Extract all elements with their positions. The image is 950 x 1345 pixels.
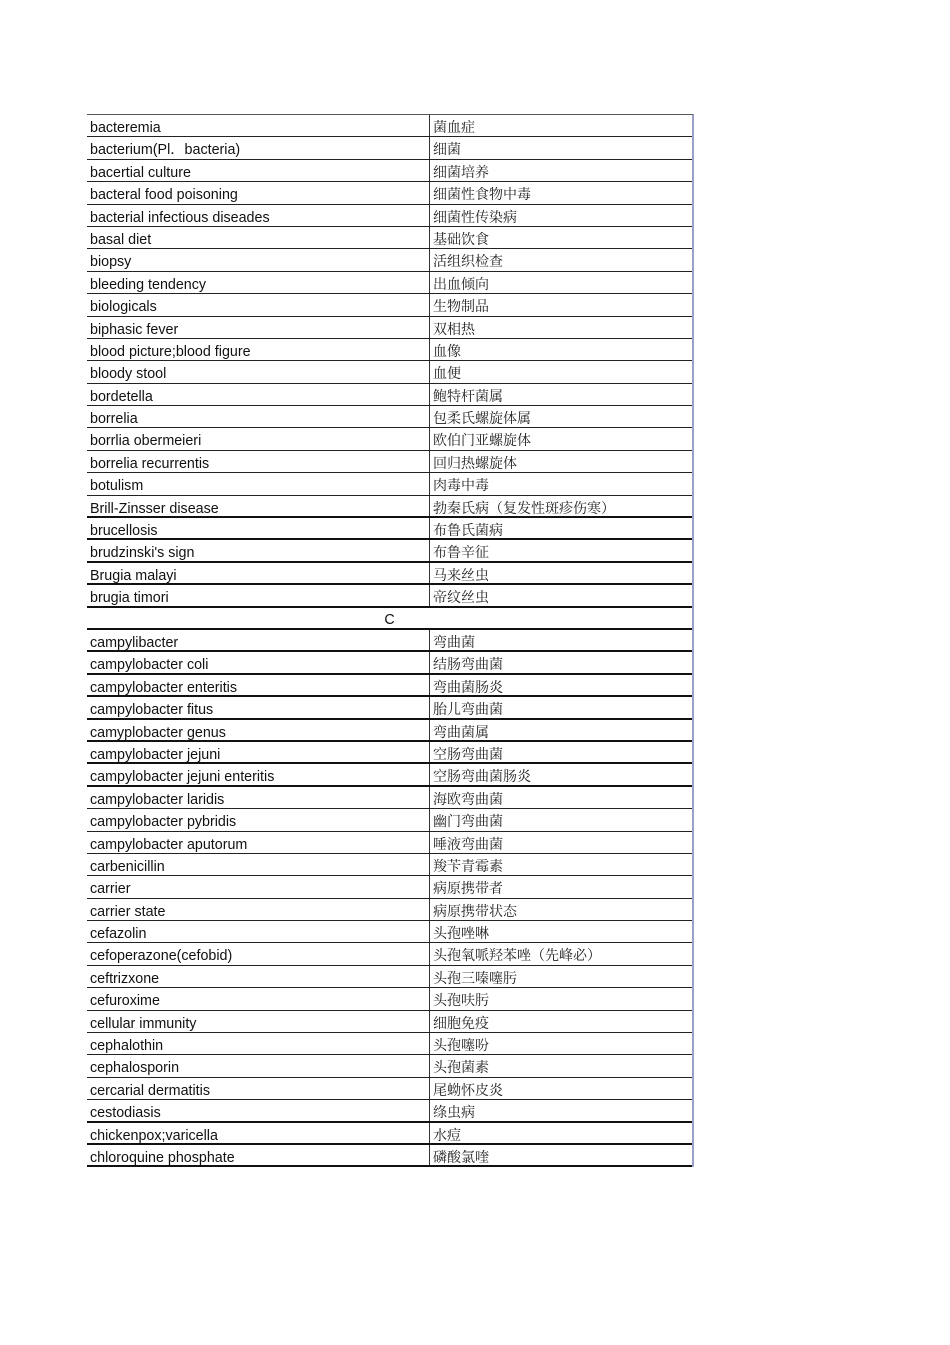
term-english: basal diet <box>87 227 430 248</box>
table-row <box>87 406 692 428</box>
term-chinese: 头孢噻吩 <box>433 1038 489 1055</box>
term-chinese: 欧伯门亚螺旋体 <box>433 433 531 450</box>
term-chinese: 马来丝虫 <box>433 567 489 584</box>
table-row <box>87 563 692 585</box>
section-heading-c: C <box>87 608 692 630</box>
table-row <box>87 294 692 316</box>
term-english: campylobacter fitus <box>87 697 430 717</box>
term-english: campylobacter pybridis <box>87 809 430 830</box>
table-row <box>87 1055 692 1077</box>
term-chinese: 弯曲菌 <box>433 634 475 651</box>
table-row <box>87 1033 692 1055</box>
term-english: campylobacter enteritis <box>87 675 430 695</box>
term-english: cephalothin <box>87 1033 430 1054</box>
term-chinese: 绦虫病 <box>433 1105 475 1121</box>
term-english: borrelia recurrentis <box>87 451 430 472</box>
term-english: brugia timori <box>87 585 430 605</box>
table-row <box>87 428 692 450</box>
table-row <box>87 585 692 607</box>
term-english: campylobacter aputorum <box>87 832 430 853</box>
term-english: campylobacter coli <box>87 652 430 672</box>
table-row <box>87 1145 692 1167</box>
term-chinese: 磷酸氯喹 <box>433 1149 489 1166</box>
table-row <box>87 921 692 943</box>
term-english: bordetella <box>87 384 430 405</box>
table-row <box>87 742 692 764</box>
table-row <box>87 451 692 473</box>
term-english: bleeding tendency <box>87 272 430 293</box>
table-row <box>87 473 692 495</box>
table-row <box>87 988 692 1010</box>
term-chinese: 弯曲菌属 <box>433 724 489 740</box>
table-row <box>87 182 692 204</box>
term-english: chloroquine phosphate <box>87 1145 430 1165</box>
term-english: biopsy <box>87 249 430 270</box>
term-chinese: 胎儿弯曲菌 <box>433 702 503 718</box>
table-row <box>87 764 692 786</box>
term-chinese: 结肠弯曲菌 <box>433 657 503 673</box>
term-chinese: 水痘 <box>433 1127 461 1143</box>
table-row <box>87 899 692 921</box>
table-row <box>87 249 692 271</box>
term-english: bacteremia <box>87 115 430 136</box>
term-english: bacteral food poisoning <box>87 182 430 203</box>
term-chinese: 帝纹丝虫 <box>433 590 489 606</box>
term-english: bacterium(Pl．bacteria) <box>87 137 430 158</box>
term-chinese: 幽门弯曲菌 <box>433 814 503 831</box>
term-chinese: 空肠弯曲菌肠炎 <box>433 769 531 785</box>
term-chinese: 头孢菌素 <box>433 1060 489 1077</box>
table-row <box>87 361 692 383</box>
term-chinese: 头孢三嗪噻肟 <box>433 970 517 987</box>
table-row <box>87 1123 692 1145</box>
term-chinese: 头孢呋肟 <box>433 993 489 1010</box>
term-english: blood picture;blood figure <box>87 339 430 360</box>
table-row <box>87 339 692 361</box>
term-english: camyplobacter genus <box>87 720 430 740</box>
term-english: Brill-Zinsser disease <box>87 496 430 516</box>
term-chinese: 病原携带状态 <box>433 903 517 920</box>
table-row <box>87 227 692 249</box>
term-english: carbenicillin <box>87 854 430 875</box>
table-row <box>87 1078 692 1100</box>
term-english: cefazolin <box>87 921 430 942</box>
term-english: bloody stool <box>87 361 430 382</box>
table-row <box>87 518 692 540</box>
term-chinese: 双相热 <box>433 321 475 338</box>
term-chinese: 尾蚴怀皮炎 <box>433 1082 503 1099</box>
term-chinese: 血便 <box>433 366 461 383</box>
term-english: carrier state <box>87 899 430 920</box>
term-english: Brugia malayi <box>87 563 430 583</box>
term-english: borrlia obermeieri <box>87 428 430 449</box>
term-chinese: 病原携带者 <box>433 881 503 898</box>
table-row <box>87 160 692 182</box>
term-english: cefoperazone(cefobid) <box>87 943 430 964</box>
table-row <box>87 943 692 965</box>
term-english: cefuroxime <box>87 988 430 1009</box>
term-english: botulism <box>87 473 430 494</box>
term-english: brucellosis <box>87 518 430 538</box>
table-row <box>87 1100 692 1122</box>
term-chinese: 基础饮食 <box>433 231 489 248</box>
term-chinese: 空肠弯曲菌 <box>433 746 503 763</box>
term-chinese: 生物制品 <box>433 299 489 316</box>
table-row <box>87 720 692 742</box>
term-chinese: 布鲁辛征 <box>433 545 489 561</box>
term-english: campylobacter jejuni enteritis <box>87 764 430 784</box>
term-chinese: 头孢唑啉 <box>433 926 489 943</box>
table-row <box>87 272 692 294</box>
table-row <box>87 115 692 137</box>
term-english: chickenpox;varicella <box>87 1123 430 1143</box>
term-chinese: 出血倾向 <box>433 276 489 293</box>
term-english: campylobacter jejuni <box>87 742 430 762</box>
table-row <box>87 137 692 159</box>
term-chinese: 头孢氧哌羟苯唑（先峰必） <box>433 948 601 965</box>
table-row <box>87 630 692 652</box>
table-row <box>87 205 692 227</box>
term-chinese: 活组织检查 <box>433 254 503 271</box>
term-chinese: 血像 <box>433 343 461 360</box>
term-chinese: 鲍特杆菌属 <box>433 388 503 405</box>
table-row <box>87 540 692 562</box>
table-row <box>87 317 692 339</box>
table-row <box>87 496 692 518</box>
term-chinese: 细菌培养 <box>433 164 489 181</box>
term-english: biphasic fever <box>87 317 430 338</box>
term-chinese: 海欧弯曲菌 <box>433 791 503 808</box>
glossary-table <box>87 114 694 1167</box>
table-row <box>87 1011 692 1033</box>
term-chinese: 羧苄青霉素 <box>433 858 503 875</box>
table-row <box>87 876 692 898</box>
table-row <box>87 787 692 809</box>
term-chinese: 包柔氏螺旋体属 <box>433 411 531 428</box>
term-english: bacterial infectious diseades <box>87 205 430 226</box>
table-row <box>87 832 692 854</box>
term-chinese: 菌血症 <box>433 120 475 136</box>
term-english: cellular immunity <box>87 1011 430 1032</box>
table-row <box>87 854 692 876</box>
term-chinese: 回归热螺旋体 <box>433 455 517 472</box>
term-chinese: 勃秦氏病（复发性斑疹伤寒） <box>433 500 615 517</box>
term-chinese: 细菌性食物中毒 <box>433 187 531 204</box>
term-chinese: 肉毒中毒 <box>433 478 489 495</box>
table-row <box>87 697 692 719</box>
term-english: carrier <box>87 876 430 897</box>
term-chinese: 细胞免疫 <box>433 1015 489 1032</box>
table-row <box>87 675 692 697</box>
term-english: cephalosporin <box>87 1055 430 1076</box>
term-english: biologicals <box>87 294 430 315</box>
term-english: campylobacter laridis <box>87 787 430 808</box>
term-english: cercarial dermatitis <box>87 1078 430 1099</box>
term-english: brudzinski's sign <box>87 540 430 560</box>
term-chinese: 布鲁氏菌病 <box>433 523 503 539</box>
term-english: borrelia <box>87 406 430 427</box>
term-chinese: 唾液弯曲菌 <box>433 836 503 853</box>
term-english: cestodiasis <box>87 1100 430 1120</box>
term-chinese: 细菌性传染病 <box>433 209 517 226</box>
term-chinese: 弯曲菌肠炎 <box>433 679 503 696</box>
term-english: ceftrizxone <box>87 966 430 987</box>
table-row <box>87 384 692 406</box>
term-english: bacertial culture <box>87 160 430 181</box>
table-row <box>87 652 692 674</box>
table-row <box>87 809 692 831</box>
table-row <box>87 966 692 988</box>
term-chinese: 细菌 <box>433 142 461 159</box>
term-english: campylibacter <box>87 630 430 650</box>
